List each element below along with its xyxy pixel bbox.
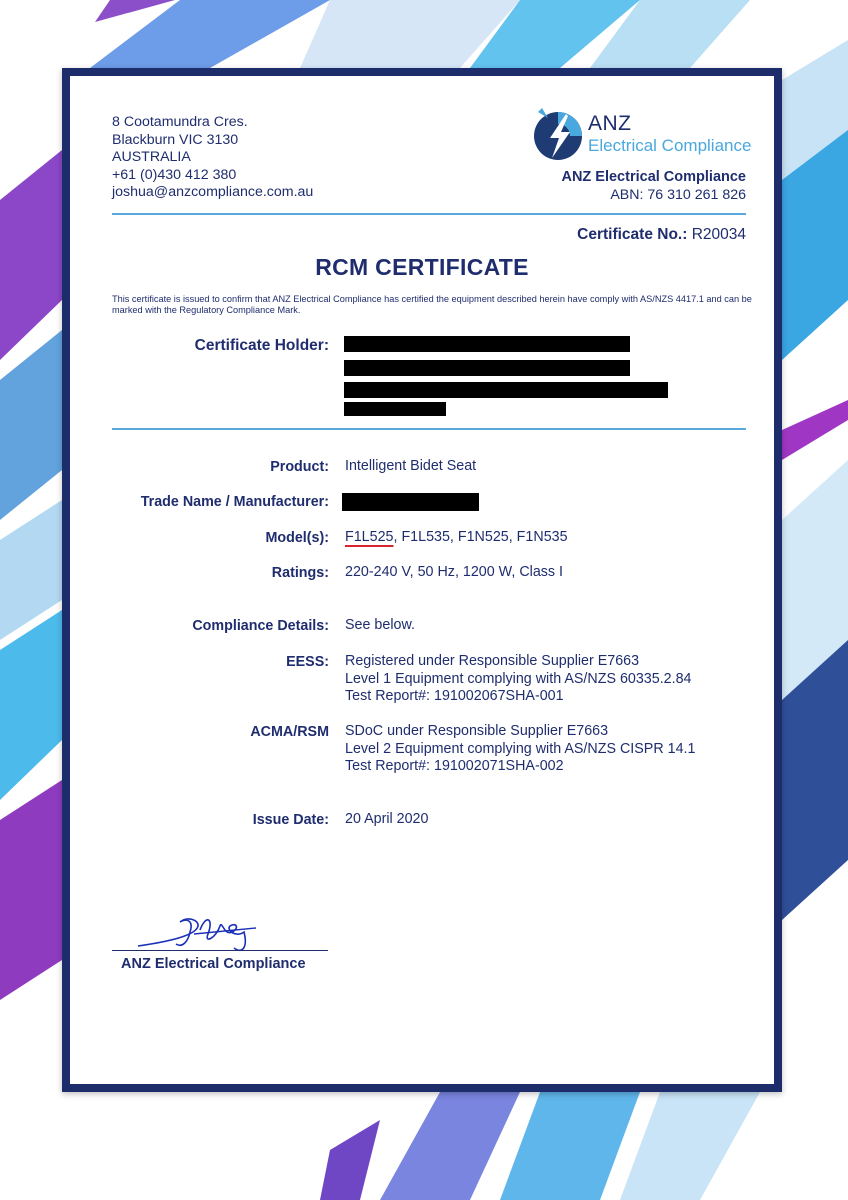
models-rest: , F1L535, F1N525, F1N535 [393,529,568,545]
ratings-value: 220-240 V, 50 Hz, 1200 W, Class I [345,564,564,580]
compliance-value: See below. [345,617,415,633]
certificate-number [577,226,746,244]
certificate-number-label: Certificate No.: [577,226,688,243]
eess-label: EESS: [286,654,329,670]
signature-line [112,950,328,951]
acma-line: Test Report#: 191002071SHA-002 [345,758,564,774]
address-line: 8 Cootamundra Cres. [112,114,248,130]
eess-line: Level 1 Equipment complying with AS/NZS 60335.2.84 [345,670,692,687]
models-value [345,529,568,547]
acma-line: Level 2 Equipment complying with AS/NZS CISPR 14.1 [345,740,696,757]
holder-label: Certificate Holder: [194,337,329,354]
company-name: ANZ Electrical Compliance [561,169,746,185]
company-address [112,114,313,202]
eess-details [345,653,692,706]
address-line: AUSTRALIA [112,149,191,165]
product-value: Intelligent Bidet Seat [345,458,477,474]
trade-name-label: Trade Name / Manufacturer: [140,494,329,510]
certificate-title: RCM CERTIFICATE [315,254,529,280]
issue-date-label: Issue Date: [252,812,329,828]
logo-wordmark: ANZ [588,112,632,135]
acma-details [345,723,695,776]
models-label: Model(s): [265,530,329,546]
redaction-bar [344,360,630,376]
product-label: Product: [270,459,329,475]
redaction-bar [344,402,446,416]
certificate-intro: This certificate is issued to confirm that ANZ Electrical Compliance has certified the equipment described herein have comply with AS/NZS 4417.1 and can be marked with the Regulatory Compliance Mark. [112,294,752,315]
redaction-bar [342,493,479,511]
issue-date-value: 20 April 2020 [345,811,429,827]
acma-label: ACMA/RSM [250,724,329,740]
logo-tagline: Electrical Compliance [588,136,752,155]
company-abn: ABN: 76 310 261 826 [610,187,746,203]
divider [112,428,746,430]
certificate-number-value: R20034 [691,226,746,243]
phone-number: +61 (0)430 412 380 [112,166,237,183]
compliance-label: Compliance Details: [192,618,329,634]
model-first: F1L525 [345,529,394,545]
redaction-bar [344,336,630,352]
eess-line: Registered under Responsible Supplier E7663 [345,653,640,669]
divider [112,213,746,215]
ratings-label: Ratings: [271,565,329,581]
eess-line: Test Report#: 191002067SHA-001 [345,688,564,704]
certificate-page [62,68,782,1092]
acma-line: SDoC under Responsible Supplier E7663 [345,723,609,739]
redaction-bar [344,382,668,398]
anz-logo-icon [532,104,588,164]
signature-image [136,908,286,954]
address-line: Blackburn VIC 3130 [112,131,239,148]
signatory-name: ANZ Electrical Compliance [121,956,306,972]
email-address: joshua@anzcompliance.com.au [112,184,314,200]
